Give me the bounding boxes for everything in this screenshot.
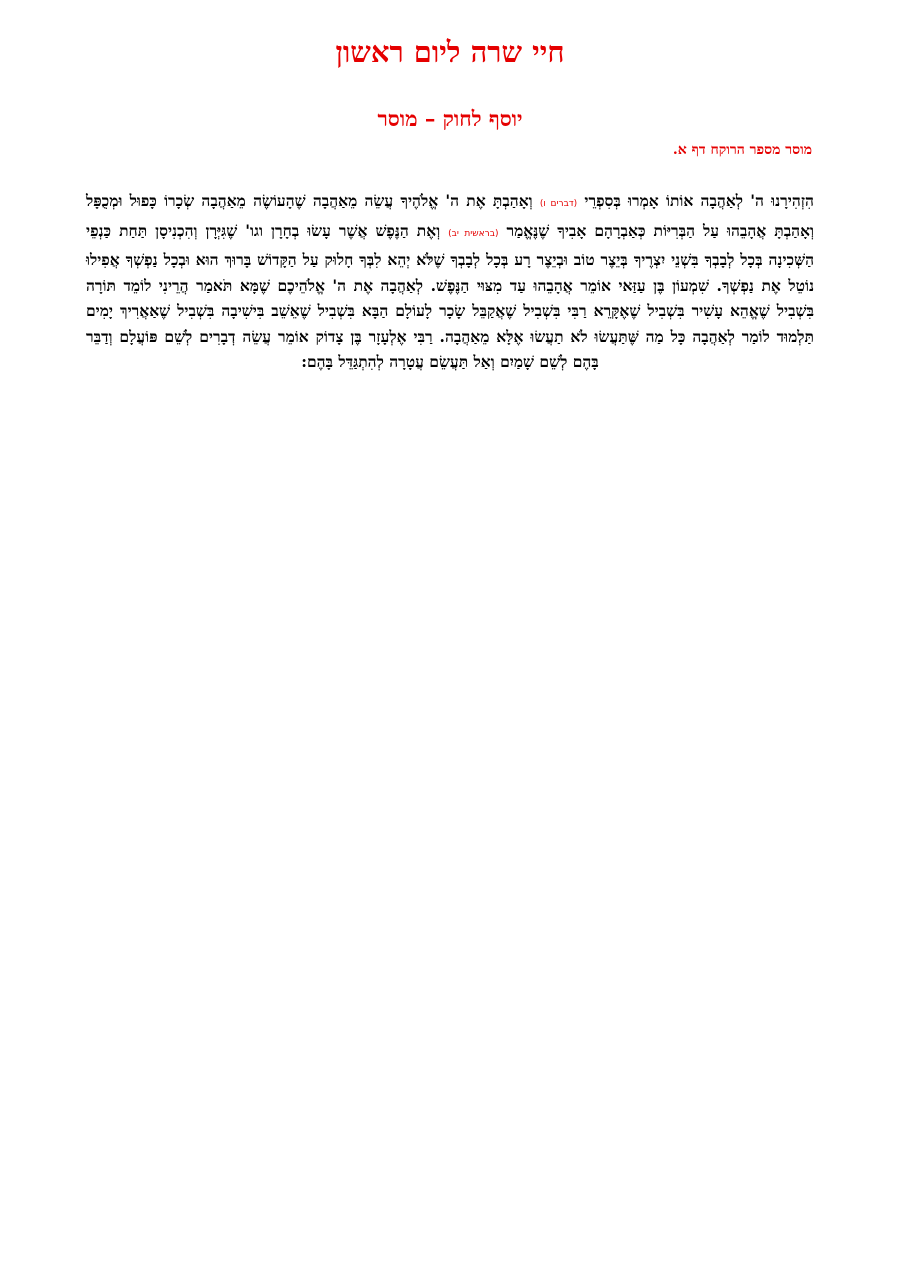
page-title: חיי שרה ליום ראשון bbox=[335, 35, 565, 69]
source-citation: מוסר מספר הרוקח דף א. bbox=[672, 142, 812, 158]
body-text-part: וְאֶת הַנֶּפֶשׁ אֲשֶׁר עָשׂוּ בְחָרָן וגו' שֶׁגִּיְּרָן וְהִכְנִיסָן תַּחַת כַּנְפֵי הַשְּׁכִינָה בְּכָל לְבָבְךָ בִּשְׁנֵי יִצְרֶיךָ בְּיֵצֶר טוֹב וּבְיֵצֶר רָע בְּכָל לְבָבְךָ שֶׁלֹּא יְהֵא לִבְּךָ חָלוּק עַל הַקָּדוֹשׁ בָּרוּךְ הוּא וּבְכָל נַפְשְׁךָ אֲפִילוּ נוֹטֵל אֶת נַפְשְׁךָ. שִׁמְעוֹן בֶּן עַזַּאי אוֹמֵר אֲהָבֵהוּ עַד מִצּוּי הַנֶּפֶשׁ. לְאַהֲבָה אֶת ה' אֱלֹהֵיכֶם שֶׁמָּא תֹּאמַר הֲרֵינִי לוֹמֵד תּוֹרָה בִּשְׁבִיל שֶׁאֱהֵא עָשִׁיר בִּשְׁבִיל שֶׁאֶקָּרֵא רַבִּי בִּשְׁבִיל שֶׁאֲקַבֵּל שָׂכָר לָעוֹלָם הַבָּא בִּשְׁבִיל שֶׁאֵשֵׁב בִּישִׁיבָה בִּשְׁבִיל שֶׁאַאֲרִיךְ יָמִים תַּלְמוּד לוֹמַר לְאַהֲבָה כָּל מַה שֶּׁתַּעֲשׂוּ לֹא תַעֲשׂוּ אֶלָּא מֵאַהֲבָה. רַבִּי אֶלְעָזָר בֶּן צָדוֹק אוֹמֵר עֲשֵׂה דְבָרִים לְשֵׁם פּוֹעֲלָם וְדַבֵּר בָּהֶם לְשֵׁם שָׁמַיִם וְאַל תַּעֲשֵׂם עֲטָרָה לְהִתְגַּדֵּל בָּהֶם: bbox=[86, 220, 814, 371]
body-text-part: הִזְהִירָנוּ ה' לְאַהֲבָה אוֹתוֹ אָמְרוּ בְּסִפְרֵי bbox=[584, 191, 814, 210]
scripture-reference: (בראשית יב) bbox=[448, 228, 499, 239]
scripture-reference: (דברים ו) bbox=[539, 199, 578, 209]
section-subtitle: יוסף לחוק – מוסר bbox=[377, 106, 523, 131]
body-paragraph bbox=[86, 188, 814, 375]
body-text-part: וְאָהַבְתָּ אֶת ה' אֱלֹהֶיךָ עֲשֵׂה מֵאַהֲבָה שֶׁהָעוֹשֶׂה מֵאַהֲבָה שְׂכָרוֹ כָּפוּל וּמְכֻפָּל וְאָהַבְתָּ אֲהָבֵהוּ עַל הַבְּרִיּוֹת כְּאַבְרָהָם אָבִיךָ שֶׁנֶּאֱמַר bbox=[86, 191, 814, 240]
